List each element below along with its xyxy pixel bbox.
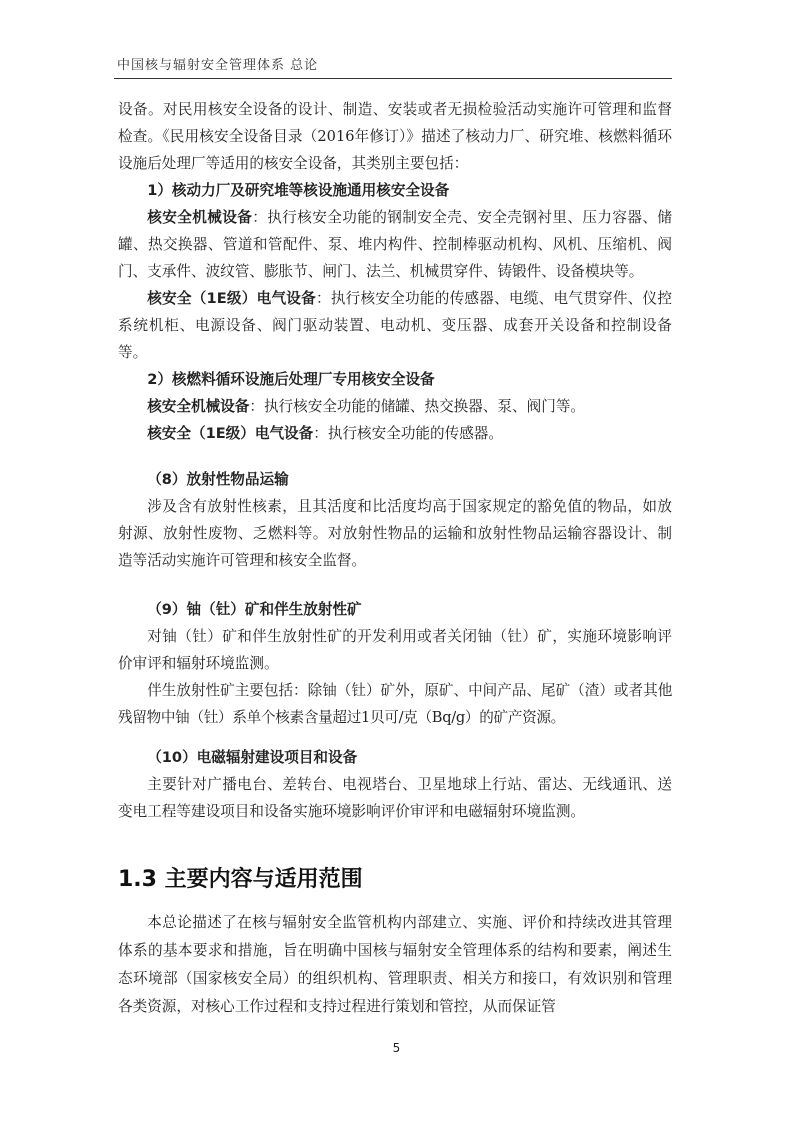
label-elec-equipment: 核安全（1E级）电气设备 bbox=[147, 290, 316, 307]
text-mech-equipment: ：执行核安全功能的钢制安全壳、安全壳钢衬里、压力容器、储罐、热交换器、管道和管配件、泵、堆内构件、控制棒驱动机构、风机、压缩机、阀门、支承件、波纹管、膨胀节、闸门、法兰、机械贯穿件、铸锻件、设备模块等。 bbox=[118, 209, 672, 280]
paragraph-reprocessing-elec bbox=[118, 420, 672, 447]
running-header: 中国核与辐射安全管理体系 总论 bbox=[117, 58, 319, 73]
heading-transport: （8）放射性物品运输 bbox=[147, 471, 289, 488]
page-number: 5 bbox=[392, 1041, 401, 1055]
paragraph-reprocessing-mech bbox=[118, 393, 672, 420]
subheading-reprocessing-equipment: 2）核燃料循环设施后处理厂专用核安全设备 bbox=[147, 371, 435, 388]
paragraph-equipment-intro: 设备。对民用核安全设备的设计、制造、安装或者无损检验活动实施许可管理和监督检查。《民用核安全设备目录（2016年修订）》描述了核动力厂、研究堆、核燃料循环设施后处理厂等适用的核安全设备，其类别主要包括： bbox=[118, 101, 672, 172]
paragraph-mech-equipment bbox=[118, 204, 672, 285]
paragraph-uranium-1: 对铀（钍）矿和伴生放射性矿的开发利用或者关闭铀（钍）矿，实施环境影响评价审评和辐射环境监测。 bbox=[118, 628, 672, 672]
label-mech-equipment: 核安全机械设备 bbox=[147, 209, 253, 226]
text-reprocessing-elec: ：执行核安全功能的传感器。 bbox=[313, 425, 503, 442]
section-10 bbox=[118, 744, 672, 825]
equipment-section bbox=[118, 96, 672, 447]
paragraph-transport: 涉及含有放射性核素，且其活度和比活度均高于国家规定的豁免值的物品，如放射源、放射性废物、乏燃料等。对放射性物品的运输和放射性物品运输容器设计、制造等活动实施许可管理和核安全监督。 bbox=[118, 498, 672, 569]
label-reprocessing-mech: 核安全机械设备 bbox=[147, 398, 250, 415]
text-reprocessing-mech: ：执行核安全功能的储罐、热交换器、泵、阀门等。 bbox=[249, 398, 586, 415]
section-heading-1-3: 1.3 主要内容与适用范围 bbox=[118, 867, 363, 892]
label-reprocessing-elec: 核安全（1E级）电气设备 bbox=[147, 425, 314, 442]
heading-electromagnetic: （10）电磁辐射建设项目和设备 bbox=[147, 749, 358, 766]
header-rule bbox=[114, 78, 672, 79]
section-9 bbox=[118, 596, 672, 731]
heading-uranium-mining: （9）铀（钍）矿和伴生放射性矿 bbox=[147, 601, 362, 618]
paragraph-scope: 本总论描述了在核与辐射安全监管机构内部建立、实施、评价和持续改进其管理体系的基本要求和措施，旨在明确中国核与辐射安全管理体系的结构和要素，阐述生态环境部（国家核安全局）的组织机构、管理职责、相关方和接口，有效识别和管理各类资源，对核心工作过程和支持过程进行策划和管控，从而保证管 bbox=[118, 914, 672, 1015]
text-elec-equipment: ：执行核安全功能的传感器、电缆、电气贯穿件、仪控系统机柜、电源设备、阀门驱动装置、电动机、变压器、成套开关设备和控制设备等。 bbox=[118, 290, 672, 361]
subheading-general-equipment: 1）核动力厂及研究堆等核设施通用核安全设备 bbox=[147, 182, 450, 199]
section-1-3-body bbox=[118, 909, 672, 1021]
section-8 bbox=[118, 466, 672, 574]
paragraph-electromagnetic: 主要针对广播电台、差转台、电视塔台、卫星地球上行站、雷达、无线通讯、送变电工程等建设项目和设备实施环境影响评价审评和电磁辐射环境监测。 bbox=[118, 776, 672, 820]
paragraph-elec-equipment bbox=[118, 285, 672, 366]
paragraph-uranium-2: 伴生放射性矿主要包括：除铀（钍）矿外，原矿、中间产品、尾矿（渣）或者其他残留物中铀（钍）系单个核素含量超过1贝可/克（Bq/g）的矿产资源。 bbox=[118, 682, 672, 726]
